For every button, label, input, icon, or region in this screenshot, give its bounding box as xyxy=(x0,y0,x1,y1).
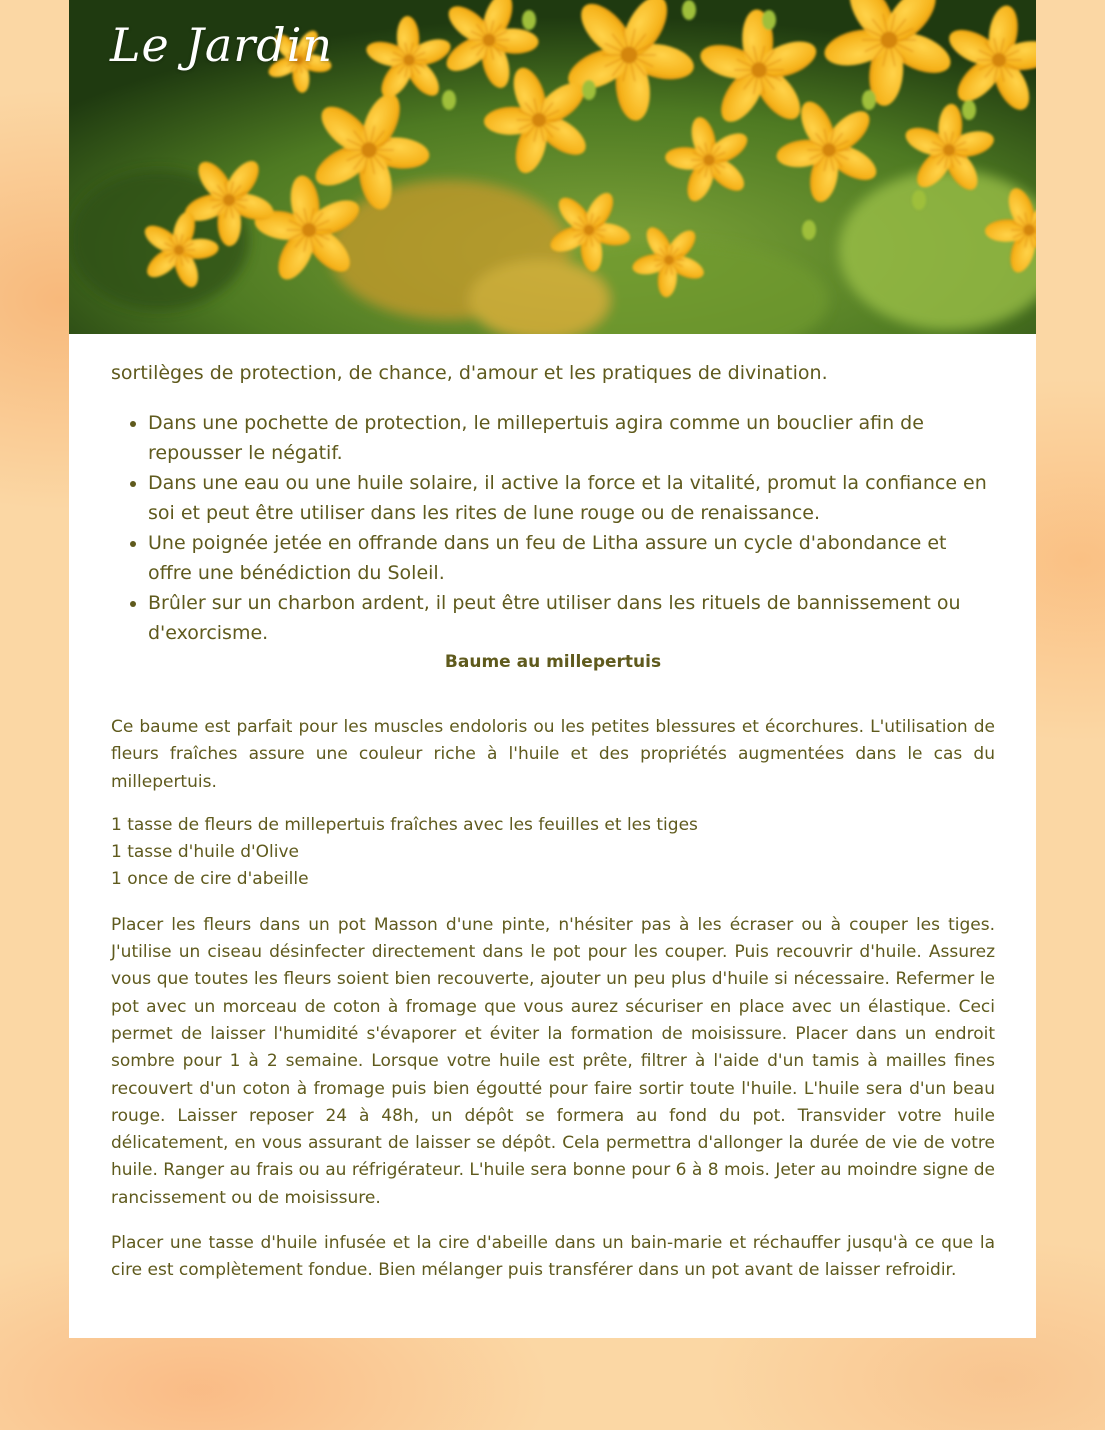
list-item: • Dans une pochette de protection, le millepertuis agira comme un bouclier afin de repousser le négatif. xyxy=(148,408,995,468)
bud-shape xyxy=(682,0,696,20)
lead-paragraph: sortilèges de protection, de chance, d'amour et les pratiques de divination. xyxy=(111,362,828,384)
list-item: • Brûler sur un charbon ardent, il peut être utiliser dans les rituels de bannissement ou d'exorcisme. xyxy=(148,588,995,648)
bud-shape xyxy=(912,190,926,210)
recipe-intro: Ce baume est parfait pour les muscles endoloris ou les petites blessures et écorchures. L'utilisation de fleurs fraîches assure une couleur riche à l'huile et des propriétés augmentées dans le cas du millepertuis. xyxy=(111,717,995,792)
recipe-title: Baume au millepertuis xyxy=(444,652,662,672)
list-item: • Dans une eau ou une huile solaire, il active la force et la vitalité, promut la confiance en soi et peut être utiliser dans les rites de lune rouge ou de renaissance. xyxy=(148,468,995,528)
bud-shape xyxy=(862,90,876,110)
brand-title: Le Jardin xyxy=(110,18,334,72)
bud-shape xyxy=(762,10,776,30)
bud-shape xyxy=(802,220,816,240)
recipe-steps: Placer les fleurs dans un pot Masson d'une pinte, n'hésiter pas à les écraser ou à couper les tiges. J'utilise un ciseau désinfecter directement dans le pot pour les couper. Puis recouvrir d'huile. Assurez vous que toutes les fleurs soient bien recouverte, ajouter un peu plus d'huile si nécessaire. Refermer le pot avec un morceau de coton à fromage que vous aurez sécuriser en place avec un élastique. Ceci permet de laisser l'humidité s'évaporer et éviter la formation de moisissure. Placer dans un endroit sombre pour 1 à 2 semaine. Lorsque votre huile est prête, filtrer à l'aide d'un tamis à mailles fines recouvert d'un coton à fromage puis bien égoutté pour faire sortir toute l'huile. L'huile sera d'un beau rouge. Laisser reposer 24 à 48h, un dépôt se formera au fond du pot. Transvider votre huile délicatement, en vous assurant de laisser se dépôt. Cela permettra d'allonger la durée de vie de votre huile. Ranger au frais ou au réfrigérateur. L'huile sera bonne pour 6 à 8 mois. Jeter au moindre signe de rancissement ou de moisissure. xyxy=(111,914,995,1208)
ingredient-item: 1 tasse d'huile d'Olive xyxy=(111,842,300,863)
article-content xyxy=(111,358,995,1285)
bud-shape xyxy=(962,100,976,120)
list-item: • Une poignée jetée en offrande dans un feu de Litha assure un cycle d'abondance et offre une bénédiction du Soleil. xyxy=(148,528,995,588)
ingredient-list xyxy=(111,812,995,894)
ingredient-item: 1 once de cire d'abeille xyxy=(111,869,309,890)
usage-list xyxy=(111,408,995,648)
recipe-final-step: Placer une tasse d'huile infusée et la cire d'abeille dans un bain-marie et réchauffer jusqu'à ce que la cire est complètement fondue. Bien mélanger puis transférer dans un pot avant de laisser refroidir. xyxy=(111,1233,995,1281)
ingredient-item: 1 tasse de fleurs de millepertuis fraîches avec les feuilles et les tiges xyxy=(111,814,698,835)
bud-shape xyxy=(582,80,596,100)
bud-shape xyxy=(442,90,456,110)
bud-shape xyxy=(522,10,536,30)
